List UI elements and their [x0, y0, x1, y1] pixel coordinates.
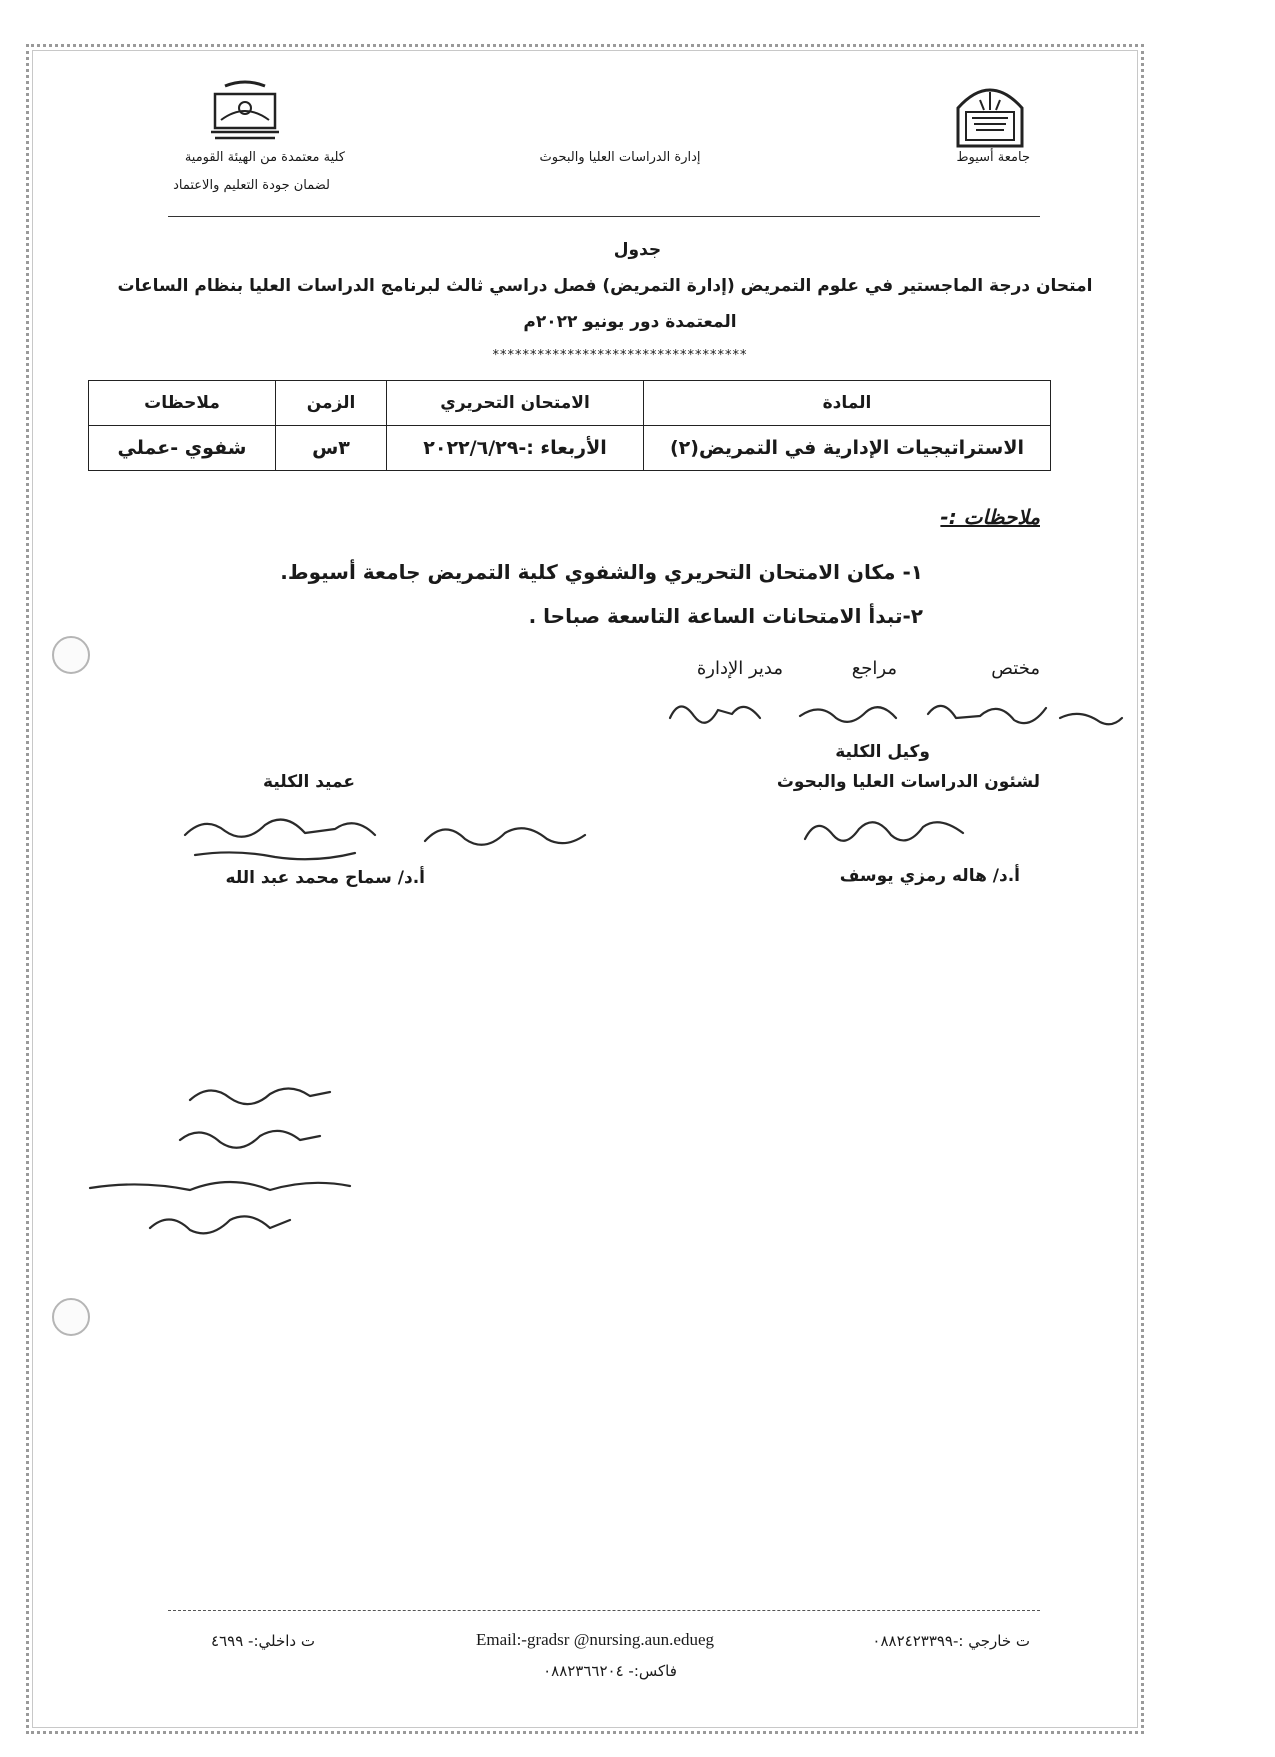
- note-item-2: ٢-تبدأ الامتحانات الساعة التاسعة صباحا .: [528, 604, 923, 628]
- nursing-faculty-logo: [205, 80, 285, 142]
- notes-heading: ملاحظات :-: [940, 505, 1040, 529]
- university-name: جامعة أسيوط: [956, 150, 1030, 165]
- table-row: [89, 426, 1051, 471]
- exam-schedule-table: [88, 380, 1051, 471]
- page-border-inner: [32, 50, 1138, 1728]
- fax-number: فاكس:- ٠٨٨٢٣٦٦٢٠٤: [543, 1662, 677, 1680]
- accreditation-line-2: لضمان جودة التعليم والاعتماد: [173, 178, 330, 193]
- punch-hole-upper: [52, 636, 90, 674]
- cell-subject: الاستراتيجيات الإدارية في التمريض(٢): [644, 426, 1051, 471]
- contact-email: Email:-gradsr @nursing.aun.edueg: [475, 1630, 714, 1649]
- table-header-row: [89, 381, 1051, 426]
- vice-dean-title: وكيل الكلية: [835, 742, 930, 762]
- role-reviewer: مراجع: [851, 658, 897, 679]
- header-subject: المادة: [644, 381, 1051, 426]
- dean-signature: [175, 805, 595, 875]
- dean-name: أ.د/ سماح محمد عبد الله: [225, 868, 425, 888]
- document-title-line-1: امتحان درجة الماجستير في علوم التمريض (إدارة التمريض) فصل دراسي ثالث لبرنامج الدراسات العليا بنظام الساعات: [117, 276, 1093, 296]
- cell-duration: ٣س: [276, 426, 387, 471]
- department-name: إدارة الدراسات العليا والبحوث: [539, 150, 701, 165]
- vice-dean-name: أ.د/ هاله رمزي يوسف: [839, 866, 1020, 886]
- staff-signatures: [660, 688, 1130, 738]
- header-divider: [168, 216, 1040, 217]
- phone-internal: ت داخلي:- ٤٦٩٩: [211, 1632, 315, 1650]
- cell-written-exam: الأربعاء :-٢٠٢٢/٦/٢٩: [387, 426, 644, 471]
- role-specialist: مختص: [991, 658, 1040, 679]
- vice-dean-signature: [795, 805, 975, 855]
- vice-dean-subtitle: لشئون الدراسات العليا والبحوث: [776, 772, 1040, 792]
- punch-hole-lower: [52, 1298, 90, 1336]
- document-heading: جدول: [613, 240, 662, 260]
- handwritten-approval-note: [80, 1070, 400, 1250]
- cell-remarks: شفوي -عملي: [89, 426, 276, 471]
- assiut-university-logo: [950, 78, 1030, 150]
- star-separator: **********************************: [492, 348, 748, 363]
- phone-external: ت خارجي :-٠٨٨٢٤٢٣٣٩٩: [872, 1632, 1030, 1650]
- accreditation-line-1: كلية معتمدة من الهيئة القومية: [184, 150, 345, 165]
- header-remarks: ملاحظات: [89, 381, 276, 426]
- header-duration: الزمن: [276, 381, 387, 426]
- document-title-line-2: المعتمدة دور يونيو ٢٠٢٢م: [523, 312, 737, 332]
- header-written-exam: الامتحان التحريري: [387, 381, 644, 426]
- dean-title: عميد الكلية: [263, 772, 355, 792]
- footer-divider: [168, 1610, 1040, 1611]
- note-item-1: ١- مكان الامتحان التحريري والشفوي كلية التمريض جامعة أسيوط.: [280, 560, 923, 584]
- role-admin-director: مدير الإدارة: [696, 658, 783, 679]
